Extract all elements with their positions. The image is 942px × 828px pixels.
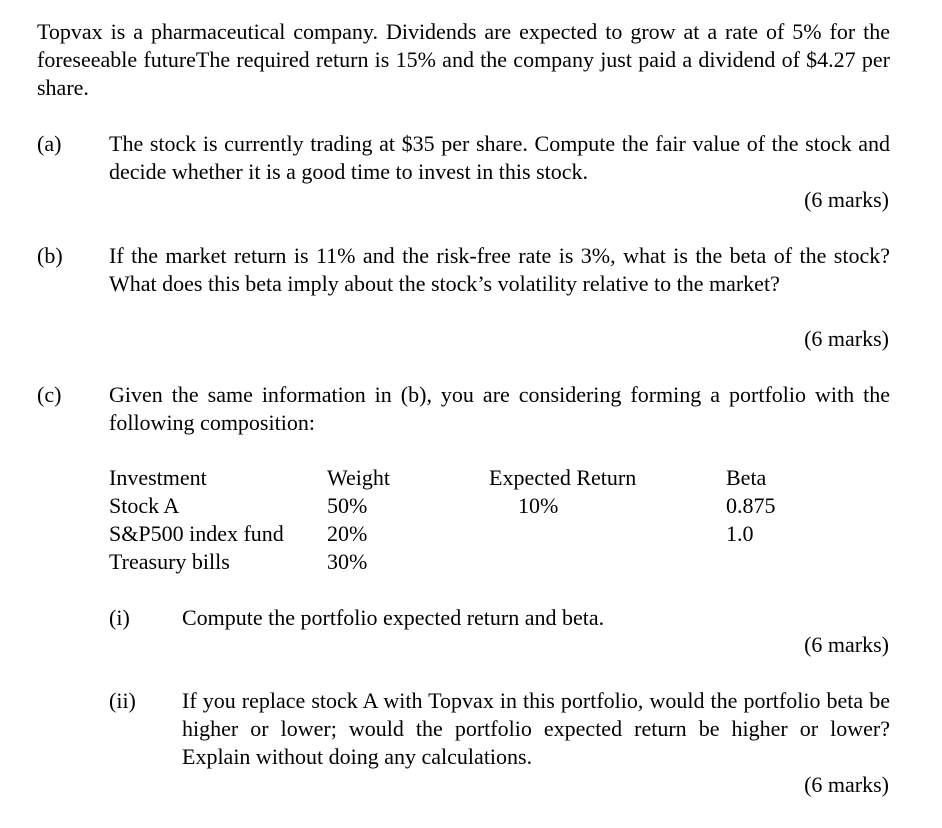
question-c-text: Given the same information in (b), you are considering forming a portfolio with the following composition: bbox=[109, 382, 890, 435]
table-header-investment: Investment bbox=[109, 465, 207, 490]
question-a-text: The stock is currently trading at $35 per share. Compute the fair value of the stock and decide whether it is a good time to invest in this stock. bbox=[109, 131, 890, 184]
table-header-beta: Beta bbox=[726, 465, 767, 490]
question-a-marks: (6 marks) bbox=[804, 187, 889, 212]
question-a-label: (a) bbox=[37, 131, 62, 156]
table-cell-beta-row2: 1.0 bbox=[726, 521, 754, 546]
table-header-expected-return: Expected Return bbox=[489, 465, 637, 490]
table-cell-investment-row3: Treasury bills bbox=[109, 549, 230, 574]
subquestion-i-marks: (6 marks) bbox=[804, 632, 889, 657]
question-c-label: (c) bbox=[37, 382, 62, 407]
table-cell-weight-row1: 50% bbox=[327, 493, 368, 518]
question-b-text: If the market return is 11% and the risk-free rate is 3%, what is the beta of the stock? What does this beta imply about the stock’s volatility relative to the market? bbox=[109, 243, 890, 296]
subquestion-i-text: Compute the portfolio expected return and beta. bbox=[182, 605, 605, 630]
question-b-label: (b) bbox=[37, 243, 63, 268]
intro-paragraph: Topvax is a pharmaceutical company. Dividends are expected to grow at a rate of 5% for the foreseeable futureThe required return is 15% and the company just paid a dividend of $4.27 per share. bbox=[37, 19, 890, 100]
table-cell-weight-row2: 20% bbox=[327, 521, 368, 546]
table-cell-expected-return-row1: 10% bbox=[518, 493, 559, 518]
table-header-weight: Weight bbox=[327, 465, 390, 490]
subquestion-ii-text: If you replace stock A with Topvax in this portfolio, would the portfolio beta be higher or lower; would the portfolio expected return be higher or lower? Explain without doing any calculations. bbox=[182, 688, 890, 769]
subquestion-i-label: (i) bbox=[109, 605, 130, 630]
table-cell-beta-row1: 0.875 bbox=[726, 493, 776, 518]
table-cell-weight-row3: 30% bbox=[327, 549, 368, 574]
table-cell-investment-row1: Stock A bbox=[109, 493, 180, 518]
table-cell-investment-row2: S&P500 index fund bbox=[109, 521, 284, 546]
question-b-marks: (6 marks) bbox=[804, 326, 889, 351]
subquestion-ii-marks: (6 marks) bbox=[804, 772, 889, 797]
subquestion-ii-label: (ii) bbox=[109, 688, 136, 713]
